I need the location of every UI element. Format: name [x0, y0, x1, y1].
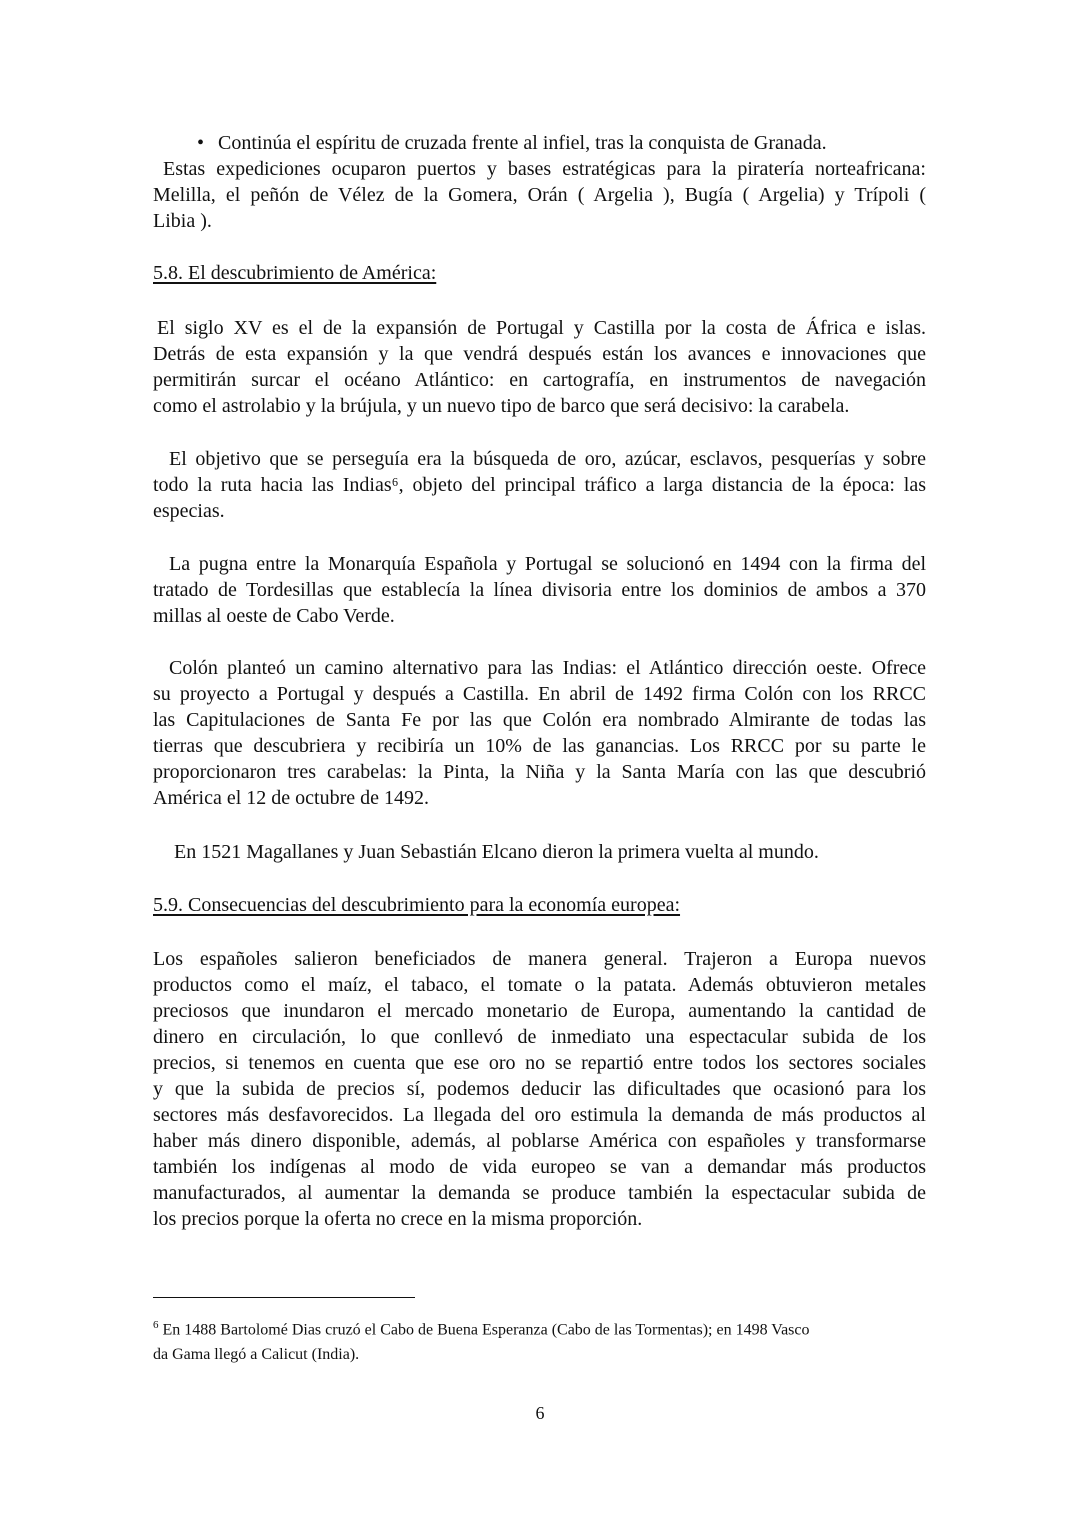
paragraph-consequences [153, 946, 926, 1232]
text-line: El siglo XV es el de la expansión de Portugal y Castilla por la costa de África e islas. [157, 317, 926, 339]
paragraph-tordesillas [153, 551, 926, 629]
text-line: manufacturados, al aumentar la demanda se produce también la espectacular subida de [153, 1182, 926, 1204]
text-line: Los españoles salieron beneficiados de manera general. Trajeron a Europa nuevos [153, 948, 926, 970]
text-line: Detrás de esta expansión y la que vendrá después están los avances e innovaciones que [153, 343, 926, 365]
text-line: tratado de Tordesillas que establecía la línea divisoria entre los dominios de ambos a 370 [153, 579, 926, 601]
text-line: dinero en circulación, lo que conllevó de inmediato una espectacular subida de los [153, 1026, 926, 1048]
text-line: millas al oeste de Cabo Verde. [153, 605, 395, 627]
heading-5-9: 5.9. Consecuencias del descubrimiento para la economía europea: [153, 894, 681, 916]
footnote [153, 1313, 913, 1367]
paragraph-magallanes [153, 839, 926, 865]
page-number: 6 [535, 1403, 545, 1423]
text-line: Estas expediciones ocuparon puertos y bases estratégicas para la piratería norteafricana: [163, 158, 926, 180]
text-line: Libia ). [153, 210, 212, 232]
footnote-divider [153, 1297, 415, 1298]
text-line: permitirán surcar el océano Atlántico: en cartografía, en instrumentos de navegación [153, 369, 926, 391]
text-line: especias. [153, 500, 225, 522]
text-line: Colón planteó un camino alternativo para las Indias: el Atlántico dirección oeste. Ofrece [169, 657, 926, 679]
footnote-line-1: En 1488 Bartolomé Dias cruzó el Cabo de Buena Esperanza (Cabo de las Tormentas); en 1498 Vasco [158, 1321, 810, 1339]
text-line: su proyecto a Portugal y después a Castilla. En abril de 1492 firma Colón con los RRCC [153, 683, 926, 705]
paragraph-objective [153, 446, 926, 524]
text-line: preciosos que inundaron el mercado monetario de Europa, aumentando la cantidad de [153, 1000, 926, 1022]
text-line: En 1521 Magallanes y Juan Sebastián Elcano dieron la primera vuelta al mundo. [174, 841, 819, 863]
text-line: Melilla, el peñón de Vélez de la Gomera, Orán ( Argelia ), Bugía ( Argelia) y Trípoli ( [153, 184, 926, 206]
text-line: también los indígenas al modo de vida europeo se van a demandar más productos [153, 1156, 926, 1178]
text-line: proporcionaron tres carabelas: la Pinta, la Niña y la Santa María con las que descubrió [153, 761, 926, 783]
footnote-line-2: da Gama llegó a Calicut (India). [153, 1346, 360, 1364]
text-line: todo la ruta hacia las Indias⁶, objeto del principal tráfico a larga distancia de la época: las [153, 474, 926, 496]
text-line: como el astrolabio y la brújula, y un nuevo tipo de barco que será decisivo: la carabela. [153, 395, 850, 417]
bullet-marker: • [197, 132, 205, 154]
text-line: sectores más desfavorecidos. La llegada del oro estimula la demanda de más productos al [153, 1104, 926, 1126]
text-line: América el 12 de octubre de 1492. [153, 787, 430, 809]
bullet-text: Continúa el espíritu de cruzada frente al infiel, tras la conquista de Granada. [218, 132, 827, 154]
text-line: El objetivo que se perseguía era la búsqueda de oro, azúcar, esclavos, pesquerías y sobre [169, 448, 926, 470]
text-line: La pugna entre la Monarquía Española y Portugal se solucionó en 1494 con la firma del [169, 553, 926, 575]
footnote-marker: 6 [153, 1319, 159, 1331]
text-line: haber más dinero disponible, además, al poblarse América con españoles y transformarse [153, 1130, 926, 1152]
text-line: productos como el maíz, el tabaco, el tomate o la patata. Además obtuvieron metales [153, 974, 926, 996]
paragraph-expeditions [153, 156, 926, 234]
heading-5-8: 5.8. El descubrimiento de América: [153, 262, 437, 284]
paragraph-expansion [153, 315, 926, 419]
paragraph-colon [153, 655, 926, 811]
text-line: las Capitulaciones de Santa Fe por las que Colón era nombrado Almirante de todas las [153, 709, 926, 731]
text-line: tierras que descubriera y recibiría un 10% de las ganancias. Los RRCC por su parte le [153, 735, 926, 757]
text-line: los precios porque la oferta no crece en la misma proporción. [153, 1208, 643, 1230]
text-line: precios, si tenemos en cuenta que ese oro no se repartió entre todos los sectores sociales [153, 1052, 926, 1074]
text-line: y que la subida de precios sí, podemos deducir las dificultades que ocasionó para los [153, 1078, 926, 1100]
